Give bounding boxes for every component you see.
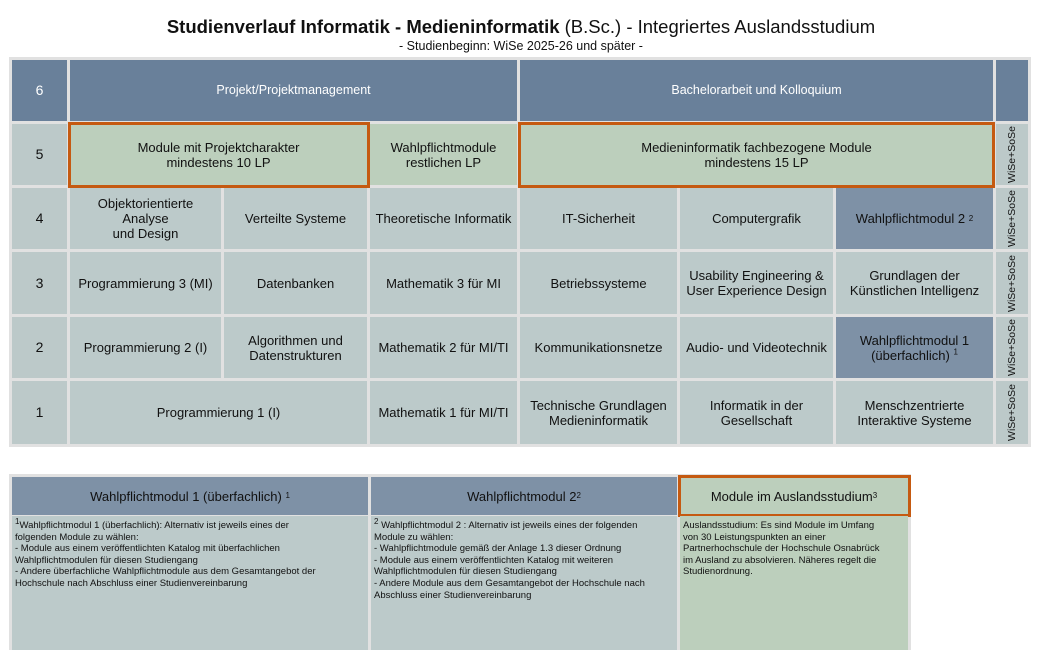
semester-label-4: 4 (12, 188, 67, 249)
semester-label-6: 6 (12, 60, 67, 121)
module-kuenstliche-intelligenz: Grundlagen der Künstlichen Intelligenz (836, 252, 993, 314)
module-programmierung-2: Programmierung 2 (I) (70, 317, 221, 378)
semester-label-3: 3 (12, 252, 67, 314)
side-label-4: WiSe+SoSe (996, 188, 1028, 249)
side-label-1: WiSe+SoSe (996, 381, 1028, 444)
module-usability-engineering: Usability Engineering & User Experience Design (680, 252, 833, 314)
module-wahlpflicht-2: Wahlpflichtmodul 2 2 (836, 188, 993, 249)
ausland-box-text: Auslandsstudium: Es sind Module im Umfang von 30 Leistungspunkten an einer Partnerhochschule der Hochschule Osnabrück im Ausland zu absolvieren. Näheres regelt die Studienordnung. (680, 516, 908, 650)
side-label-5: WiSe+SoSe (996, 124, 1028, 185)
module-theoretische-informatik: Theoretische Informatik (370, 188, 517, 249)
side-label-3: WiSe+SoSe (996, 252, 1028, 314)
module-mathematik-2: Mathematik 2 für MI/TI (370, 317, 517, 378)
module-mathematik-1: Mathematik 1 für MI/TI (370, 381, 517, 444)
semester-label-2: 2 (12, 317, 67, 378)
page-subtitle: - Studienbeginn: WiSe 2025-26 und später - (399, 39, 643, 53)
semester-label-1: 1 (12, 381, 67, 444)
side-blank-6 (996, 60, 1028, 121)
ausland-box-title: Module im Auslandsstudium 3 (680, 477, 908, 515)
side-label-2: WiSe+SoSe (996, 317, 1028, 378)
module-computergrafik: Computergrafik (680, 188, 833, 249)
wpm1-box-text: $^1$Wahlpflichtmodul 1 (überfachlich): Alternativ ist jeweils eines der folgenden Module zu wählen: - Module aus einem veröffentlichten Katalog mit überfachlichen Wahlpflichtmodulen für diesen Studiengang - Andere überfachliche Wahlpflichtmodule aus dem Gesamtangebot der Hochschule nach Abschluss einer Studienvereinbarung (12, 516, 368, 650)
module-it-sicherheit: IT-Sicherheit (520, 188, 677, 249)
wpm2-box-text: $^2$ Wahlpflichtmodul 2 : Alternativ ist jeweils eines der folgenden Module zu wählen: - Wahlpflichtmodule gemäß der Anlage 1.3 dieser Ordnung - Module aus einem veröffentlichten Katalog mit weiteren Wahlpflichtmodulen für diesen Studiengang - Andere Module aus dem Gesamtangebot der Hochschule nach Abschluss einer Studienvereinbarung (371, 516, 677, 650)
wpm2-box-title: Wahlpflichtmodul 2 2 (371, 477, 677, 515)
module-betriebssysteme: Betriebssysteme (520, 252, 677, 314)
semester-label-5: 5 (12, 124, 67, 185)
module-informatik-gesellschaft: Informatik in der Gesellschaft (680, 381, 833, 444)
module-kommunikationsnetze: Kommunikationsnetze (520, 317, 677, 378)
module-wahlpflicht-1: Wahlpflichtmodul 1 (überfachlich) $^1$ (836, 317, 993, 378)
module-programmierung-1: Programmierung 1 (I) (70, 381, 367, 444)
module-fachbezogen: Medieninformatik fachbezogene Module mindestens 15 LP (520, 124, 993, 185)
module-audio-videotechnik: Audio- und Videotechnik (680, 317, 833, 378)
page-title: Studienverlauf Informatik - Medieninformatik (B.Sc.) - Integriertes Auslandsstudium (166, 16, 876, 37)
wpm1-box-title: Wahlpflichtmodul 1 (überfachlich) 1 (12, 477, 368, 515)
module-verteilte-systeme: Verteilte Systeme (224, 188, 367, 249)
module-projektcharakter: Module mit Projektcharakter mindestens 10 LP (70, 124, 367, 185)
module-ooad: Objektorientierte Analyse und Design (70, 188, 221, 249)
module-projekt-management: Projekt/Projektmanagement (70, 60, 517, 121)
module-bachelorarbeit: Bachelorarbeit und Kolloquium (520, 60, 993, 121)
module-datenbanken: Datenbanken (224, 252, 367, 314)
module-algorithmen: Algorithmen und Datenstrukturen (224, 317, 367, 378)
module-menschzentrierte-systeme: Menschzentrierte Interaktive Systeme (836, 381, 993, 444)
module-mathematik-3: Mathematik 3 für MI (370, 252, 517, 314)
module-programmierung-3: Programmierung 3 (MI) (70, 252, 221, 314)
module-wahlpflicht-rest: Wahlpflichtmodule restlichen LP (370, 124, 517, 185)
module-technische-grundlagen: Technische Grundlagen Medieninformatik (520, 381, 677, 444)
